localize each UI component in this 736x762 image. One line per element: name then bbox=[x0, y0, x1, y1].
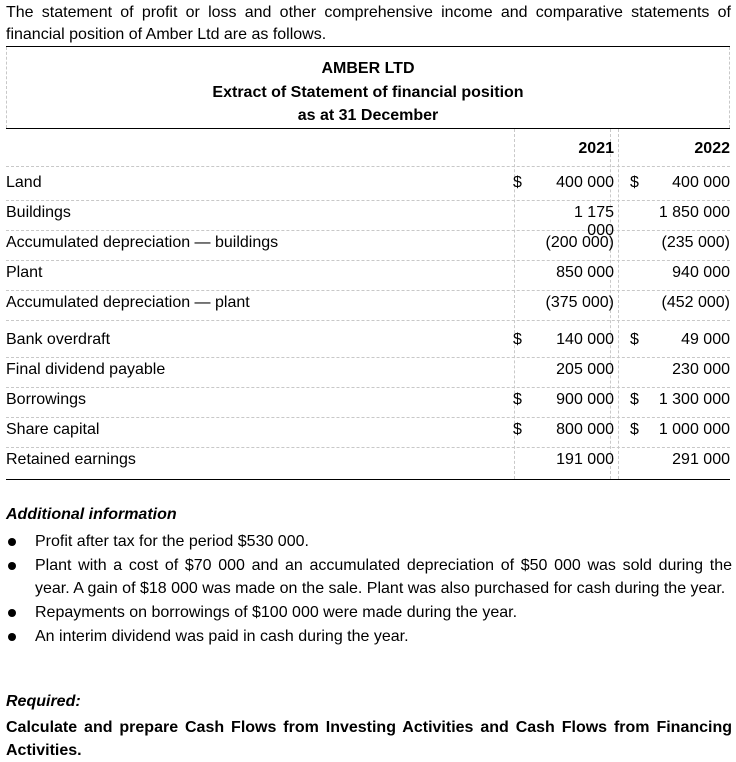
table-row bbox=[6, 387, 730, 418]
value-2022: 940 000 bbox=[672, 264, 730, 281]
column-header-2021: 2021 bbox=[578, 140, 614, 157]
value-2021: 1 175 000 bbox=[573, 204, 614, 239]
value-2021: 800 000 bbox=[556, 421, 614, 438]
table-row bbox=[6, 200, 730, 239]
row-label: Plant bbox=[6, 264, 43, 281]
list-item bbox=[6, 554, 732, 600]
currency-symbol: $ bbox=[513, 174, 522, 191]
table-row bbox=[6, 170, 730, 201]
table-header-row bbox=[6, 136, 730, 167]
currency-symbol: $ bbox=[630, 174, 639, 191]
value-2021: 191 000 bbox=[556, 451, 614, 468]
list-item-text: Profit after tax for the period $530 000. bbox=[35, 533, 309, 550]
bullet-icon bbox=[8, 633, 16, 641]
currency-symbol: $ bbox=[513, 421, 522, 438]
table-row bbox=[6, 260, 730, 291]
value-2021: (375 000) bbox=[545, 294, 614, 311]
list-item bbox=[6, 530, 732, 553]
company-name: AMBER LTD bbox=[321, 60, 415, 77]
value-2022: 1 000 000 bbox=[658, 421, 730, 438]
additional-information-list bbox=[6, 530, 732, 649]
additional-information-heading: Additional information bbox=[6, 506, 177, 523]
row-label: Accumulated depreciation — buildings bbox=[6, 234, 279, 251]
table-title: Extract of Statement of financial position bbox=[212, 84, 524, 101]
intro-text: The statement of profit or loss and other comprehensive income and comparative statements of financial position of Amber Ltd are as follows. bbox=[6, 4, 731, 43]
row-label: Buildings bbox=[6, 204, 71, 221]
list-item-text: Plant with a cost of $70 000 and an accumulated depreciation of $50 000 was sold during the year. A gain of $18 000 was made on the sale. Plant was also purchased for cash during the year. bbox=[35, 557, 732, 597]
value-2021: 140 000 bbox=[556, 331, 614, 348]
list-item bbox=[6, 601, 732, 624]
currency-symbol: $ bbox=[630, 421, 639, 438]
list-item-text: Repayments on borrowings of $100 000 were made during the year. bbox=[35, 604, 518, 621]
table-bottom-rule bbox=[6, 479, 730, 480]
currency-symbol: $ bbox=[630, 331, 639, 348]
bullet-icon bbox=[8, 538, 16, 546]
table-row bbox=[6, 417, 730, 448]
value-2021: 900 000 bbox=[556, 391, 614, 408]
table-header-rule bbox=[6, 128, 730, 129]
value-2021: 205 000 bbox=[556, 361, 614, 378]
table-row bbox=[6, 290, 730, 321]
required-text: Calculate and prepare Cash Flows from Investing Activities and Cash Flows from Financing Activities. bbox=[6, 719, 732, 759]
bullet-icon bbox=[8, 562, 16, 570]
table-date-line: as at 31 December bbox=[297, 107, 439, 124]
table-row bbox=[6, 357, 730, 388]
list-item bbox=[6, 625, 732, 648]
value-2022: (452 000) bbox=[661, 294, 730, 311]
list-item-text: An interim dividend was paid in cash during the year. bbox=[35, 628, 409, 645]
currency-symbol: $ bbox=[513, 331, 522, 348]
required-heading: Required: bbox=[6, 693, 81, 710]
table-top-rule bbox=[6, 46, 730, 47]
currency-symbol: $ bbox=[630, 391, 639, 408]
column-header-2022: 2022 bbox=[694, 140, 730, 157]
financial-position-table bbox=[6, 46, 730, 480]
bullet-icon bbox=[8, 609, 16, 617]
value-2022: 49 000 bbox=[681, 331, 730, 348]
value-2022: (235 000) bbox=[661, 234, 730, 251]
table-row bbox=[6, 447, 730, 477]
value-2022: 1 300 000 bbox=[658, 391, 730, 408]
row-label: Accumulated depreciation — plant bbox=[6, 294, 250, 311]
value-2022: 291 000 bbox=[672, 451, 730, 468]
currency-symbol: $ bbox=[513, 391, 522, 408]
value-2021: 850 000 bbox=[556, 264, 614, 281]
table-row bbox=[6, 230, 730, 261]
value-2022: 400 000 bbox=[672, 174, 730, 191]
table-row bbox=[6, 327, 730, 358]
row-label: Share capital bbox=[6, 421, 100, 438]
row-label: Bank overdraft bbox=[6, 331, 111, 348]
value-2022: 1 850 000 bbox=[658, 204, 730, 221]
row-label: Final dividend payable bbox=[6, 361, 166, 378]
row-label: Borrowings bbox=[6, 391, 87, 408]
row-label: Retained earnings bbox=[6, 451, 136, 468]
value-2022: 230 000 bbox=[672, 361, 730, 378]
value-2021: (200 000) bbox=[545, 234, 614, 251]
row-label: Land bbox=[6, 174, 42, 191]
value-2021: 400 000 bbox=[556, 174, 614, 191]
